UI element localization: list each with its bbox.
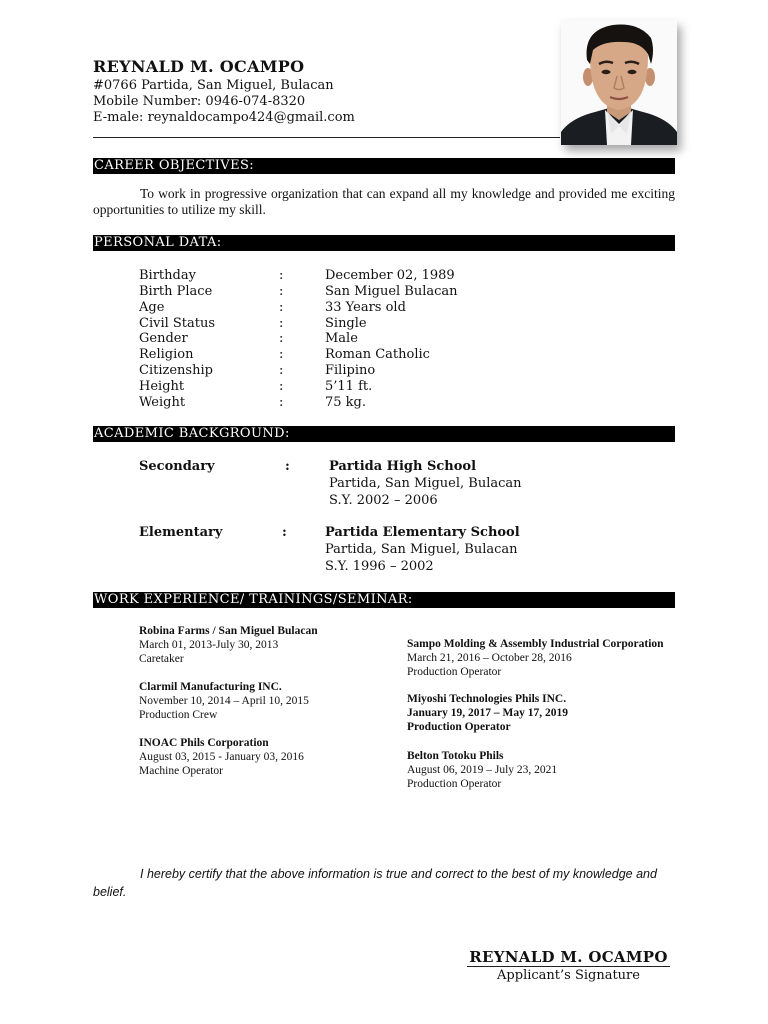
civil-status-label: Civil Status — [139, 316, 216, 331]
work-entry — [407, 692, 568, 734]
birth-place-label: Birth Place — [139, 284, 213, 299]
work-company: Robina Farms / San Miguel Bulacan — [139, 625, 318, 637]
applicant-name: REYNALD M. OCAMPO — [93, 57, 305, 76]
birthday-label: Birthday — [139, 268, 196, 283]
header-divider — [93, 137, 560, 138]
gender-label: Gender — [139, 331, 188, 346]
personal-data-heading: PERSONAL DATA: — [93, 235, 675, 251]
weight-value: 75 kg. — [325, 395, 367, 410]
elementary-label: Elementary — [139, 525, 223, 540]
weight-colon: : — [279, 395, 284, 410]
work-entry — [139, 624, 318, 666]
signature-name: REYNALD M. OCAMPO — [469, 948, 668, 966]
signature-caption: Applicant’s Signature — [497, 968, 640, 983]
profile-photo — [561, 20, 677, 145]
secondary-label: Secondary — [139, 459, 215, 474]
work-position: Production Operator — [407, 721, 511, 733]
secondary-school-name: Partida High School — [329, 459, 477, 474]
mobile-number-text: Mobile Number: 0946-074-8320 — [93, 94, 306, 109]
elementary-colon: : — [282, 525, 287, 540]
citizenship-label: Citizenship — [139, 363, 213, 378]
career-objectives-heading: CAREER OBJECTIVES: — [93, 158, 675, 174]
gender-value: Male — [325, 331, 358, 346]
work-position: Machine Operator — [139, 765, 223, 777]
religion-label: Religion — [139, 347, 194, 362]
religion-value: Roman Catholic — [325, 347, 430, 362]
civil-status-colon: : — [279, 316, 284, 331]
secondary-colon: : — [285, 459, 290, 474]
birth-place-value: San Miguel Bulacan — [325, 284, 458, 299]
work-entry — [139, 736, 304, 778]
work-entry — [407, 749, 557, 791]
academic-background-heading: ACADEMIC BACKGROUND: — [93, 426, 675, 442]
elementary-school-year: S.Y. 1996 – 2002 — [325, 559, 434, 574]
height-colon: : — [279, 379, 284, 394]
work-entry — [139, 680, 309, 722]
work-dates: March 01, 2013-July 30, 2013 — [139, 639, 279, 651]
career-objective-text: To work in progressive organization that can expand all my knowledge and provided me exciting opportunities to utilize my skill. — [93, 186, 675, 217]
birthday-colon: : — [279, 268, 284, 283]
certification-statement: I hereby certify that the above information is true and correct to the best of my knowledge and belief. — [93, 867, 657, 899]
work-dates: November 10, 2014 – April 10, 2015 — [139, 695, 309, 707]
age-colon: : — [279, 300, 284, 315]
work-position: Production Operator — [407, 666, 502, 678]
civil-status-value: Single — [325, 316, 367, 331]
elementary-school-name: Partida Elementary School — [325, 525, 520, 540]
work-position: Production Operator — [407, 778, 502, 790]
gender-colon: : — [279, 331, 284, 346]
address-text: #0766 Partida, San Miguel, Bulacan — [93, 78, 334, 93]
work-company: Belton Totoku Phils — [407, 750, 504, 762]
work-dates: March 21, 2016 – October 28, 2016 — [407, 652, 572, 664]
age-label: Age — [139, 300, 165, 315]
elementary-school-address: Partida, San Miguel, Bulacan — [325, 542, 518, 557]
secondary-school-year: S.Y. 2002 – 2006 — [329, 493, 438, 508]
work-dates: August 03, 2015 - January 03, 2016 — [139, 751, 304, 763]
email-text: E-male: reynaldocampo424@gmail.com — [93, 110, 355, 125]
work-position: Production Crew — [139, 709, 218, 721]
weight-label: Weight — [139, 395, 186, 410]
work-dates: January 19, 2017 – May 17, 2019 — [407, 707, 568, 719]
birth-place-colon: : — [279, 284, 284, 299]
work-entry — [407, 637, 664, 679]
work-company: Miyoshi Technologies Phils INC. — [407, 693, 567, 705]
work-company: Sampo Molding & Assembly Industrial Corporation — [407, 638, 664, 650]
work-experience-heading: WORK EXPERIENCE/ TRAININGS/SEMINAR: — [93, 592, 675, 608]
secondary-school-address: Partida, San Miguel, Bulacan — [329, 476, 522, 491]
work-company: INOAC Phils Corporation — [139, 737, 269, 749]
work-company: Clarmil Manufacturing INC. — [139, 681, 282, 693]
height-label: Height — [139, 379, 185, 394]
citizenship-value: Filipino — [325, 363, 376, 378]
work-dates: August 06, 2019 – July 23, 2021 — [407, 764, 558, 776]
citizenship-colon: : — [279, 363, 284, 378]
person-portrait-icon — [561, 20, 677, 145]
height-value: 5’11 ft. — [325, 379, 373, 394]
age-value: 33 Years old — [325, 300, 406, 315]
birthday-value: December 02, 1989 — [325, 268, 455, 283]
work-position: Caretaker — [139, 653, 184, 665]
religion-colon: : — [279, 347, 284, 362]
signature-line — [467, 966, 670, 967]
